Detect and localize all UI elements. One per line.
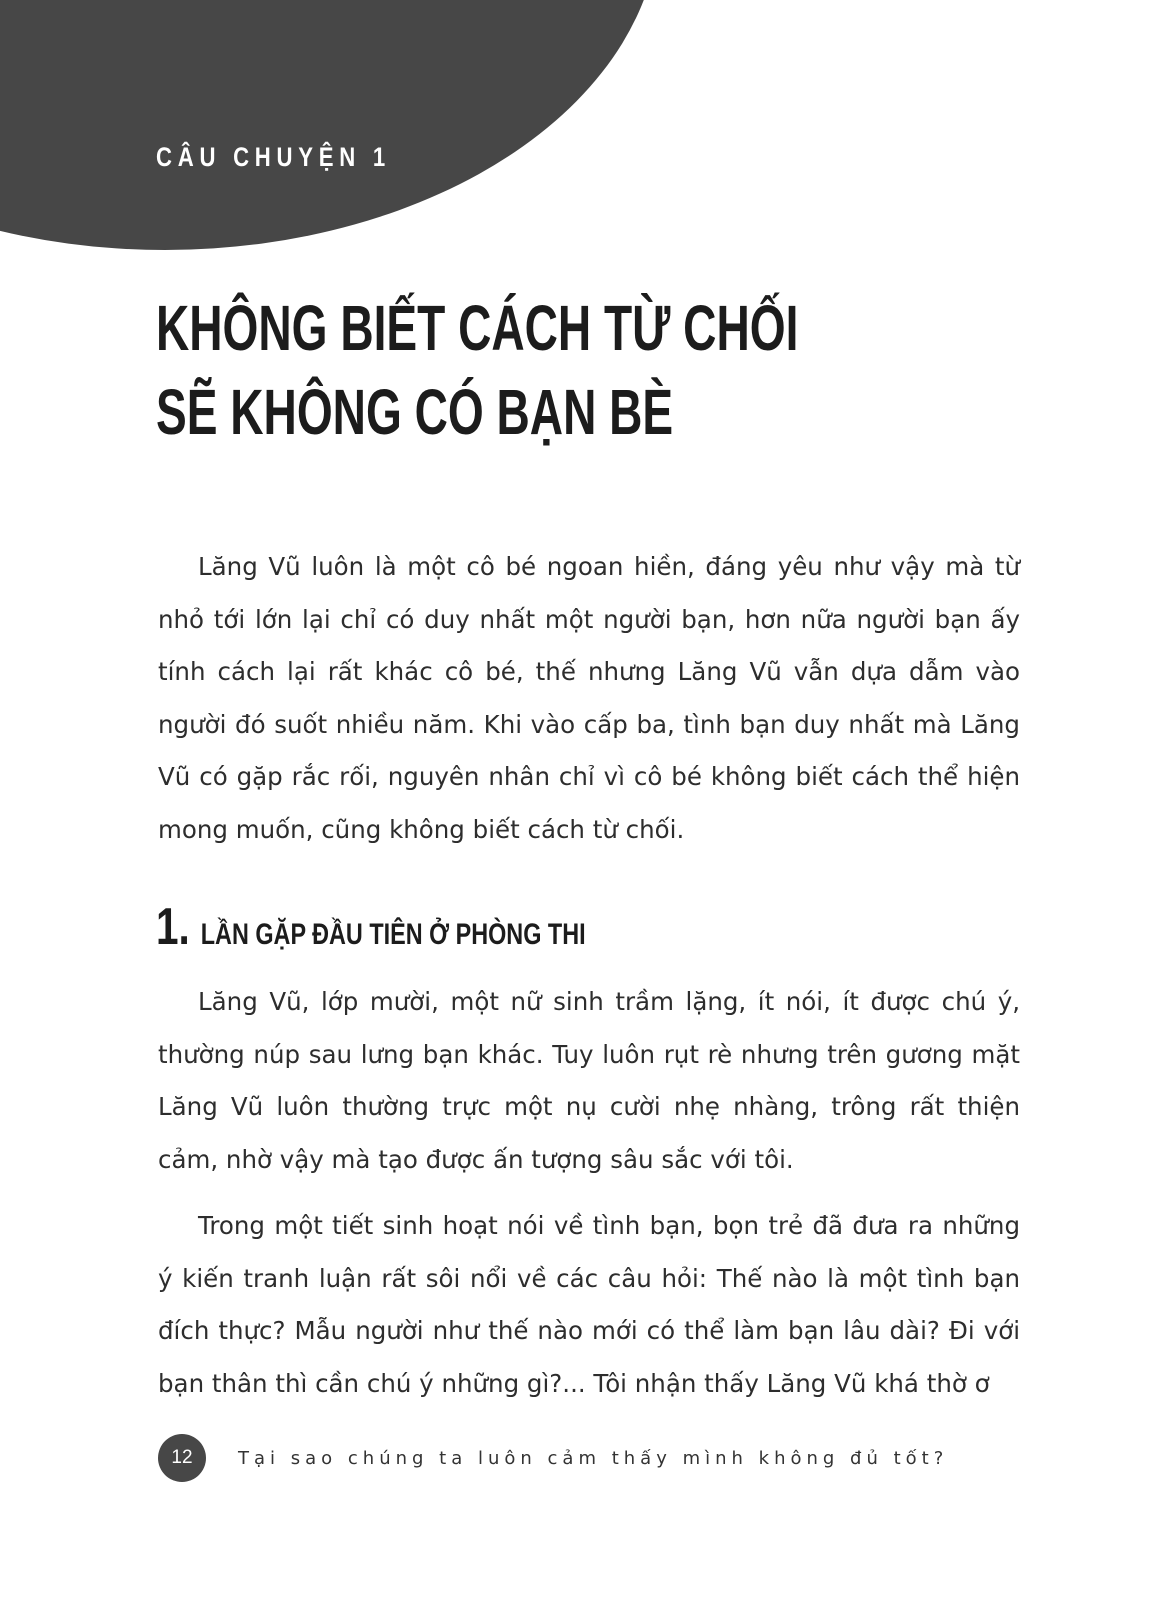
section-paragraph-2: Trong một tiết sinh hoạt nói về tình bạn, bọn trẻ đã đưa ra những ý kiến tranh luận rất sôi nổi về các câu hỏi: Thế nào là một tình bạn đích thực? Mẫu người như thế nào mới có thể làm bạn lâu dài? Đi với bạn thân thì cần chú ý những gì?... Tôi nhận thấy Lăng Vũ khá thờ ơ (158, 1211, 1020, 1398)
page-footer (158, 1434, 948, 1482)
story-label: CÂU CHUYỆN 1 (156, 142, 391, 172)
decorative-corner-shape (0, 0, 660, 250)
chapter-title-line-1: KHÔNG BIẾT CÁCH TỪ CHỐI (156, 292, 799, 364)
intro-paragraph: Lăng Vũ luôn là một cô bé ngoan hiền, đáng yêu như vậy mà từ nhỏ tới lớn lại chỉ có duy nhất một người bạn, hơn nữa người bạn ấy tính cách lại rất khác cô bé, thế nhưng Lăng Vũ vẫn dựa dẫm vào người đó suốt nhiều năm. Khi vào cấp ba, tình bạn duy nhất mà Lăng Vũ có gặp rắc rối, nguyên nhân chỉ vì cô bé không biết cách thể hiện mong muốn, cũng không biết cách từ chối. (158, 552, 1020, 844)
running-title: Tại sao chúng ta luôn cảm thấy mình không đủ tốt? (238, 1447, 949, 1469)
intro-text (158, 541, 1020, 856)
section-title: LẦN GẶP ĐẦU TIÊN Ở PHÒNG THI (200, 918, 586, 951)
section-paragraph-1: Lăng Vũ, lớp mười, một nữ sinh trầm lặng, ít nói, ít được chú ý, thường núp sau lưng bạn khác. Tuy luôn rụt rè nhưng trên gương mặt Lăng Vũ luôn thường trực một nụ cười nhẹ nhàng, trông rất thiện cảm, nhờ vậy mà tạo được ấn tượng sâu sắc với tôi. (158, 987, 1020, 1174)
page-number-badge: 12 (158, 1434, 206, 1482)
chapter-title (156, 286, 798, 454)
section-body (158, 976, 1020, 1410)
section-heading (156, 897, 586, 957)
section-number: 1. (156, 898, 190, 956)
chapter-title-line-2: SẼ KHÔNG CÓ BẠN BÈ (156, 376, 674, 448)
